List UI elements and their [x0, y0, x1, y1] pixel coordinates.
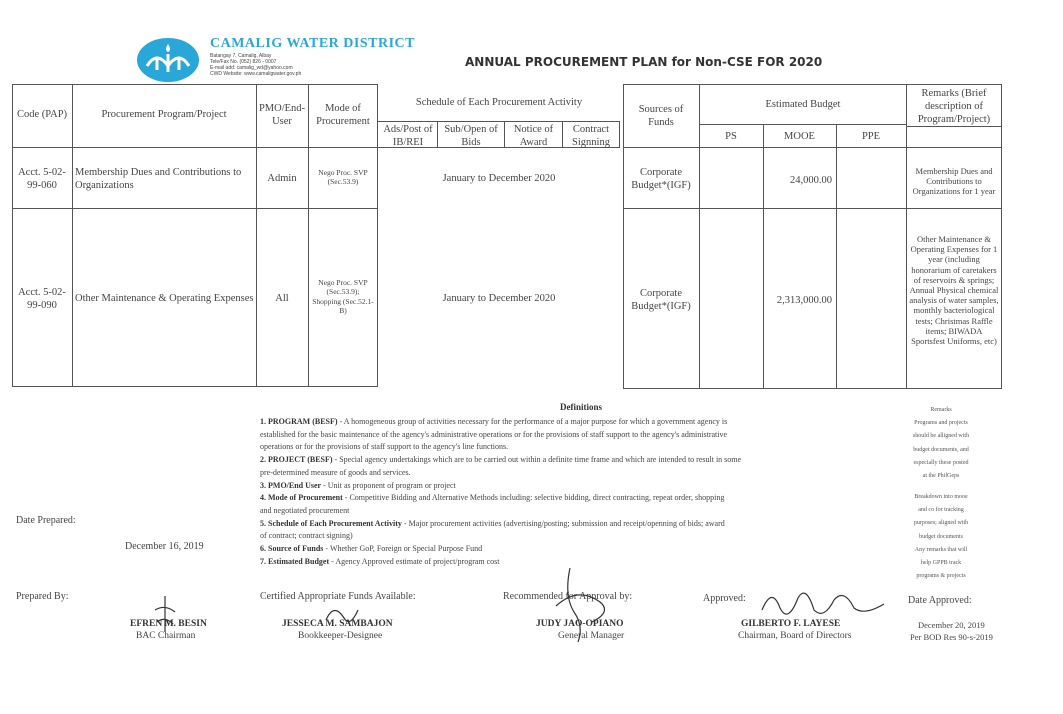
definitions-title: Definitions [560, 402, 603, 412]
definition-line [260, 467, 800, 479]
remarks-note-line: help GPPB track [920, 560, 962, 566]
definition-line [260, 441, 800, 453]
header-sources: Sources of Funds [638, 104, 684, 129]
row-program: Other Maintenance & Operating Expenses [75, 293, 254, 304]
header-remarks: Remarks (Brief description of Program/Project) [917, 88, 991, 126]
definition-term: 5. Schedule of Each Procurement Activity [260, 518, 402, 528]
row-code: Acct. 5-02-99-090 [18, 287, 66, 312]
row-remarks: Other Maintenance & Operating Expenses for 1 year (including honorarium of caretakers of reservoirs & springs; Annual Physical chemical analysis of water samples, monthly bacteriological tests; Christmas Raffle items; BIWADA Sportsfest Uniforms, etc) [909, 234, 999, 346]
header-ads: Ads/Post of IB/REI [383, 124, 433, 149]
definition-line [260, 556, 800, 568]
address-line: CWD Website: www.camaligwater.gov.ph [210, 71, 302, 77]
address-line: E-mail add: camalig_wd@yahoo.com [210, 65, 293, 71]
bod-resolution: Per BOD Res 90-s-2019 [910, 632, 993, 642]
header-ppe: PPE [861, 131, 881, 142]
certified-title: Bookkeeper-Designee [298, 631, 383, 641]
date-prepared-label: Date Prepared: [16, 515, 76, 526]
prepared-name: EFREN M. BESIN [130, 619, 207, 629]
row-pmo: Admin [267, 173, 297, 184]
recommended-label: Recommended for Approval by: [503, 591, 633, 602]
prepared-by-label: Prepared By: [16, 591, 69, 602]
definition-line [260, 429, 800, 441]
water-district-logo [135, 36, 201, 84]
header-mooe: MOOE [784, 131, 815, 142]
approved-title: Chairman, Board of Directors [738, 631, 852, 641]
remarks-note-line: purposes; aligned with [913, 520, 969, 527]
date-approved-label: Date Approved: [908, 595, 972, 606]
definition-text: - Major procurement activities (advertising/posting; submission and receipt/openning of bids; award [401, 518, 725, 528]
date-prepared: December 16, 2019 [125, 541, 204, 552]
certified-name: JESSECA M. SAMBAJON [282, 619, 393, 629]
recommended-name: JUDY JAO-OPIANO [536, 619, 624, 629]
definition-text: of contract; contract signing) [260, 531, 353, 541]
remarks-note-line: programs & projects [916, 573, 966, 580]
org-name: CAMALIG WATER DISTRICT [210, 36, 415, 51]
approved-name: GILBERTO F. LAYESE [741, 619, 841, 629]
remarks-note-line: Any remarks that will [914, 546, 968, 553]
remarks-note-line: Remarks [930, 407, 952, 413]
address-line: Tele/Fax No. (052) 826 - 0007 [210, 59, 277, 65]
recommended-title: General Manager [558, 631, 625, 641]
definition-term: 2. PROJECT (BESF) [260, 455, 333, 465]
row-schedule: January to December 2020 [442, 293, 556, 304]
header-schedule: Schedule of Each Procurement Activity [415, 97, 583, 108]
remarks-note-line: especially these posted [913, 459, 969, 466]
definition-text: - Agency Approved estimate of project/program cost [329, 556, 500, 566]
header-code: Code (PAP) [16, 109, 68, 120]
definition-text: - Unit as proponent of program or project [321, 480, 456, 490]
definition-text: pre-determined measure of goods and services. [260, 467, 411, 477]
remarks-note-line: at the PhilGeps [922, 473, 960, 479]
definition-line [260, 454, 800, 466]
definition-text: - Whether GoP, Foreign or Special Purpose Fund [323, 544, 483, 553]
definition-term: 4. Mode of Procurement [260, 493, 343, 503]
remarks-note-line: budget documents, and [913, 446, 969, 453]
row-mooe: 24,000.00 [790, 175, 832, 186]
header-sub: Sub/Open of Bids [444, 124, 498, 149]
row-mooe: 2,313,000.00 [776, 295, 832, 306]
definition-line [260, 416, 800, 428]
row-pmo: All [275, 293, 289, 304]
date-approved: December 20, 2019 [918, 620, 985, 630]
definition-line [260, 543, 800, 555]
definition-line [260, 530, 800, 542]
approved-label: Approved: [703, 593, 746, 604]
definition-text: operations or for the provisions of staff support to the agency's line functions. [260, 442, 509, 452]
document-title: ANNUAL PROCUREMENT PLAN for Non-CSE FOR 2020 [465, 55, 823, 69]
header-contract: Contract Signning [572, 124, 610, 149]
header-notice: Notice of Award [513, 124, 554, 149]
row-remarks: Membership Dues and Contributions to Organizations for 1 year [912, 166, 996, 197]
definition-term: 6. Source of Funds [260, 544, 324, 553]
definition-text: established for the basic maintenance of the agency's administrative operations or for the provisions of staff support to the agency's administrative [260, 429, 728, 439]
header-program: Procurement Program/Project [101, 109, 227, 120]
header-mode: Mode of Procurement [316, 103, 370, 128]
header-ps: PS [725, 131, 737, 142]
definition-text: - Competitive Bidding and Alternative Methods including: selective bidding, direct contracting, repeat order, shopping [342, 493, 725, 503]
remarks-note-line: budget documents [919, 533, 963, 540]
remarks-note-line: Breakdown into mooe [914, 494, 968, 500]
definition-term: 1. PROGRAM (BESF) [260, 417, 338, 426]
definition-line [260, 518, 800, 530]
row-program: Membership Dues and Contributions to Organizations [75, 167, 242, 192]
row-mode: Nego Proc. SVP (Sec.53.9); Shopping (Sec.52.1-B) [312, 278, 374, 316]
definition-text: - A homogeneous group of activities necessary for the performance of a major purpose for which a government agency is [337, 417, 728, 426]
remarks-note-line: should be alligned with [912, 433, 970, 440]
definition-line [260, 505, 800, 517]
prepared-title: BAC Chairman [136, 631, 196, 641]
certified-label: Certified Appropriate Funds Available: [260, 591, 416, 602]
definition-term: 7. Estimated Budget [260, 556, 330, 566]
row-source: Corporate Budget*(IGF) [631, 167, 691, 192]
header-pmo: PMO/End-User [258, 103, 306, 128]
remarks-note-line: and co for tracking [918, 507, 964, 514]
header-estimated-budget: Estimated Budget [765, 99, 841, 110]
remarks-note-line: Programs and projects [914, 420, 968, 427]
row-code: Acct. 5-02-99-060 [18, 167, 66, 192]
row-source: Corporate Budget*(IGF) [631, 288, 691, 313]
definition-text: and negotiated procurement [260, 505, 350, 515]
definition-text: - Special agency undertakings which are to be carried out within a definite time frame and which are intended to result in some [332, 455, 742, 465]
address-line: Batangay 7, Camalig, Albay [210, 53, 272, 59]
definition-line [260, 480, 800, 492]
definition-term: 3. PMO/End User [260, 480, 322, 490]
row-mode: Nego Proc. SVP (Sec.53.9) [318, 168, 368, 187]
definition-line [260, 492, 800, 504]
row-schedule: January to December 2020 [442, 173, 556, 184]
